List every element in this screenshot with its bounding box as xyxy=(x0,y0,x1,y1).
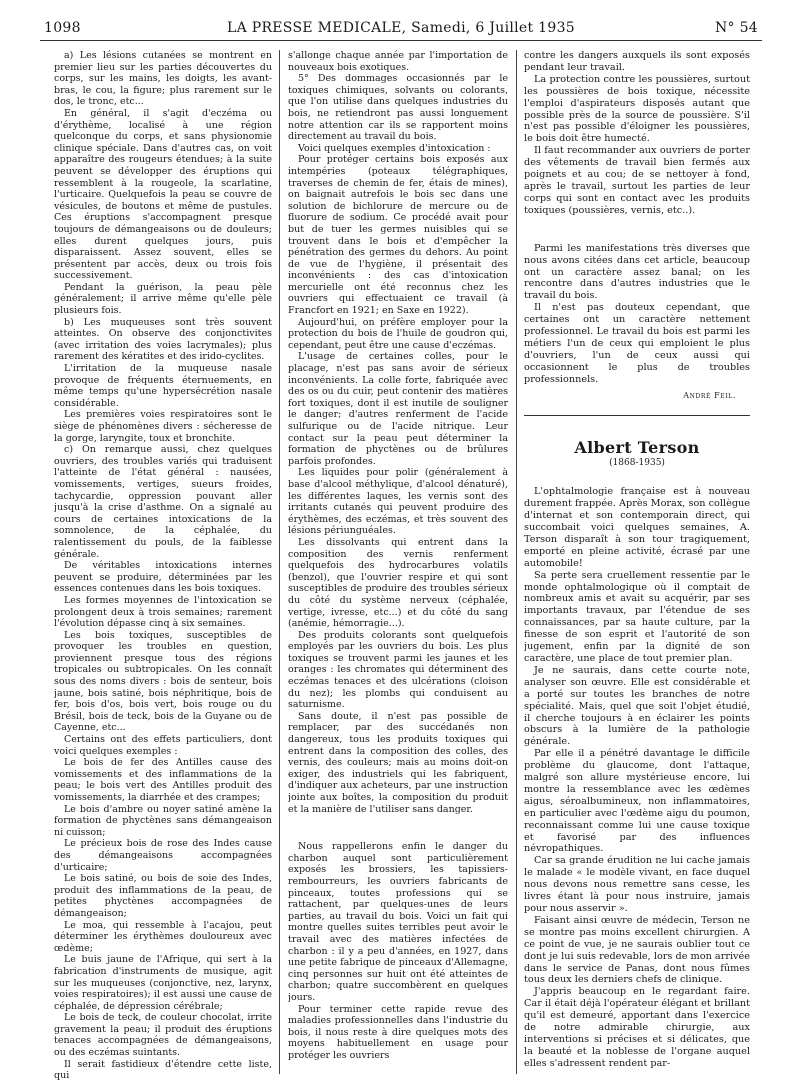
section-divider xyxy=(524,415,750,416)
paragraph: Le buis jaune de l'Afrique, qui sert à la fabrication d'instruments de musique, agit sur les muqueuses (conjonctive, nez, larynx, voies respiratoires); il est aussi une cause de céphalée, de dépression cérébrale; xyxy=(54,954,272,1012)
paragraph: Les bois toxiques, susceptibles de provoquer les troubles en question, proviennent presque tous des régions tropicales ou subtropicales. On les connaît sous des noms divers : bois de senteur, bois jaune, bois satiné, bois néphritique, bois de fer, bois d'os, bois vert, bois rouge ou du Brésil, bois de teck, bois de la Guyane ou de Cayenne, etc... xyxy=(54,629,272,734)
paragraph: De véritables intoxications internes peuvent se produire, déterminées par les essences contenues dans les bois toxiques. xyxy=(54,560,272,595)
page-header xyxy=(40,14,762,41)
paragraph: Aujourd'hui, on préfère employer pour la protection du bois de l'huile de goudron qui, cependant, peut être une cause d'eczémas. xyxy=(288,316,508,351)
paragraph: Pour terminer cette rapide revue des maladies professionnelles dans l'industrie du bois, il nous reste à dire quelques mots des moyens habituellement en usage pour protéger les ouvriers xyxy=(288,1003,508,1061)
paragraph: Les liquides pour polir (généralement à base d'alcool méthylique, d'alcool dénaturé), les différentes laques, les vernis sont des irritants cutanés qui peuvent produire des érythèmes, des eczémas, et très souvent des lésions périunguéales. xyxy=(288,467,508,537)
paragraph: Des produits colorants sont quelquefois employés par les ouvriers du bois. Les plus toxiques se trouvent parmi les jaunes et les oranges : les chromates qui déterminent des eczémas tenaces et des ulcérations (cloison du nez); les plombs qui conduisent au saturnisme. xyxy=(288,629,508,711)
paragraph: Le bois satiné, ou bois de soie des Indes, produit des inflammations de la peau, de petites phyctènes accompagnées de démangeaison; xyxy=(54,873,272,919)
paragraph: Pour protéger certains bois exposés aux intempéries (poteaux télégraphiques, traverses de chemin de fer, étais de mines), on baignait autrefois le bois sec dans une solution de bichlorure de mercure ou de fluorure de sodium. Ce procédé avait pour but de tuer les germes nuisibles qui se trouvent dans le bois et d'empêcher la pénétration des germes du dehors. Au point de vue de l'hygiène, il présentait des inconvénients : des cas d'intoxication mercurielle ont été reconnus chez les ouvriers qui effectuaient ce travail (à Francfort en 1921; en Saxe en 1922). xyxy=(288,154,508,317)
column-3 xyxy=(524,50,750,1080)
paragraph: s'allonge chaque année par l'importation de nouveaux bois exotiques. xyxy=(288,50,508,73)
paragraph: L'irritation de la muqueuse nasale provoque de fréquents éternuements, en même temps qu'une hypersécrétion nasale considérable. xyxy=(54,363,272,409)
paragraph: Par elle il a pénétré davantage le difficile problème du glaucome, dont l'attaque, malgré son allure mystérieuse encore, lui montre la ressemblance avec les œdèmes aigus, séroalbumineux, non inflammatoires, en particulier avec l'œdème aigu du poumon, reconnaissant comme lui une cause toxique et favorisé par des influences névropathiques. xyxy=(524,748,750,855)
paragraph: L'ophtalmologie française est à nouveau durement frappée. Après Morax, son collègue d'internat et son contemporain direct, qui succombait voici quelques semaines, A. Terson disparaît à son tour tragiquement, emporté en pleine activité, écrasé par une automobile! xyxy=(524,486,750,569)
section-gap xyxy=(288,815,508,841)
paragraph: Nous rappellerons enfin le danger du charbon auquel sont particulièrement exposés les brossiers, les tapissiers-rembourreurs, les ouvriers fabricants de pinceaux, toutes professions qui se rattachent, par quelques-unes de leurs parties, au travail du bois. Voici un fait qui montre quelles suites terribles peut avoir le travail avec des matières infectées de charbon : il y a peu d'années, en 1927, dans une petite fabrique de pinceaux d'Allemagne, cinq personnes sur huit ont été atteintes de charbon; quatre succombèrent en quelques jours. xyxy=(288,841,508,1003)
paragraph: Les dissolvants qui entrent dans la composition des vernis renferment quelquefois des hydrocarbures volatils (benzol), que l'ouvrier respire et qui sont susceptibles de produire des troubles sérieux du côté du système nerveux (céphalée, vertige, ivresse, etc...) et du côté du sang (anémie, hémorragie...). xyxy=(288,536,508,630)
paragraph: Le bois d'ambre ou noyer satiné amène la formation de phyctènes sans démangeaison ni cuisson; xyxy=(54,803,272,838)
paragraph: c) On remarque aussi, chez quelques ouvriers, des troubles variés qui traduisent l'atteinte de l'état général : nausées, vomissements, vertiges, sueurs froides, tachycardie, oppression pouvant aller jusqu'à la crise d'asthme. On a signalé au cours de certaines intoxications de la somnolence, de la céphalée, du ralentissement du pouls, de la faiblesse générale. xyxy=(54,444,272,560)
paragraph: Parmi les manifestations très diverses que nous avons citées dans cet article, beaucoup ont un caractère assez banal; on les rencontre dans d'autres industries que le travail du bois. xyxy=(524,242,750,302)
author-signature: André Feil. xyxy=(683,390,736,400)
paragraph: L'usage de certaines colles, pour le placage, n'est pas sans avoir de sérieux inconvénients. La colle forte, fabriquée avec des os ou du cuir, peut contenir des matières fort toxiques, dont il est inutile de souligner le danger; d'autres renferment de l'acide sulfurique ou de l'acide nitrique. Leur contact sur la peau peut déterminer la formation de phyctènes ou de brûlures parfois profondes. xyxy=(288,351,508,467)
paragraph: Sa perte sera cruellement ressentie par le monde ophtalmologique où il comptait de nombreux amis et avait su acquérir, par ses importants travaux, par l'étendue de ses connaissances, par sa haute culture, par la finesse de son esprit et l'autorité de son jugement, enfin par la dignité de son caractère, une place de tout premier plan. xyxy=(524,569,750,664)
paragraph: Il faut recommander aux ouvriers de porter des vêtements de travail bien fermés aux poignets et au cou; de se nettoyer à fond, après le travail, surtout les parties de leur corps qui sont en contact avec les produits toxiques (poussières, vernis, etc..). xyxy=(524,145,750,216)
paragraph: 5° Des dommages occasionnés par le toxiques chimiques, solvants ou colorants, que l'on utilise dans quelques industries du bois, ne retiendront pas aussi longuement notre attention car ils se rapportent moins directement au travail du bois. xyxy=(288,73,508,143)
paragraph: Pendant la guérison, la peau pèle généralement; il arrive même qu'elle pèle plusieurs fois. xyxy=(54,281,272,317)
column-rule xyxy=(279,50,280,1074)
obituary-dates: (1868-1935) xyxy=(609,458,665,469)
paragraph: La protection contre les poussières, surtout les poussières de bois toxique, nécessite l'emploi d'aspirateurs disposés autant que possible près de la source de poussière. S'il n'est pas possible d'éloigner les poussières, le bois doit être humecté. xyxy=(524,73,750,145)
paragraph: Le précieux bois de rose des Indes cause des démangeaisons accompagnées d'urticaire; xyxy=(54,838,272,873)
obituary-title: Albert Terson xyxy=(574,438,700,458)
paragraph: Voici quelques exemples d'intoxication : xyxy=(298,142,491,154)
column-rule xyxy=(516,50,517,1074)
issue-number: N° 54 xyxy=(714,20,758,36)
paragraph: Il serait fastidieux d'étendre cette liste, qui xyxy=(54,1058,272,1080)
paragraph: Les premières voies respiratoires sont le siège de phénomènes divers : sécheresse de la gorge, laryngite, toux et bronchite. xyxy=(54,409,272,444)
column-2 xyxy=(288,50,508,1080)
paragraph: Certains ont des effets particuliers, dont voici quelques exemples : xyxy=(54,734,272,757)
column-1 xyxy=(54,50,272,1080)
paragraph: En général, il s'agit d'eczéma ou d'érythème, localisé à une région quelconque du corps, et sans physionomie clinique spéciale. Dans d'autres cas, on voit apparaître des rougeurs étendues; à la suite peuvent se développer des éruptions qui ressemblent à la rougeole, la scarlatine, l'urticaire. Quelquefois la peau se couvre de vésicules, de boutons et même de pustules. Ces éruptions s'accompagnent presque toujours de démangeaisons ou de douleurs; elles durent quelques jours, puis disparaissent. Assez souvent, elles se présentent par accès, deux ou trois fois successivement. xyxy=(54,107,272,282)
paragraph: Il n'est pas douteux cependant, que certaines ont un caractère nettement professionnel. Le travail du bois est parmi les métiers l'un de ceux qui emploient le plus d'ouvriers, l'un de ceux aussi qui occasionnent le plus de troubles professionnels. xyxy=(524,302,750,385)
paragraph: Les formes moyennes de l'intoxication se prolongent deux à trois semaines; rarement l'évolution dépasse cinq à six semaines. xyxy=(54,594,272,630)
paragraph: Le moa, qui ressemble à l'acajou, peut déterminer les érythèmes douloureux avec œdème; xyxy=(54,919,272,954)
paragraph: J'appris beaucoup en le regardant faire. Car il était déjà l'opérateur élégant et brillant qu'il est demeuré, apportant dans l'exercice de notre admirable chirurgie, aux interventions si précises et si délicates, que la beauté et la noblesse de l'organe auquel elles s'adressent rendent par- xyxy=(524,986,750,1069)
section-gap xyxy=(524,217,750,243)
paragraph: Car sa grande érudition ne lui cache jamais le malade « le modèle vivant, en face duquel nous devons nous remettre sans cesse, les livres étant là pour nous instruire, jamais pour nous asservir ». xyxy=(524,855,750,914)
paragraph: contre les dangers auxquels ils sont exposés pendant leur travail. xyxy=(524,50,750,73)
paragraph: b) Les muqueuses sont très souvent atteintes. On observe des conjonctivites (avec irritation des voies lacrymales); plus rarement des kératites et des irido-cyclites. xyxy=(54,316,272,363)
paragraph: Faisant ainsi œuvre de médecin, Terson ne se montre pas moins excellent chirurgien. A ce point de vue, je ne saurais oublier tout ce dont je lui suis redevable, lors de mon arrivée dans le service de Panas, dont nous fûmes tous deux les derniers chefs de clinique. xyxy=(524,914,750,986)
journal-title: LA PRESSE MEDICALE, Samedi, 6 Juillet 1935 xyxy=(226,20,576,36)
paragraph: a) Les lésions cutanées se montrent en premier lieu sur les parties découvertes du corps, sur les mains, les doigts, les avant-bras, le cou, la figure; plus rarement sur le dos, le tronc, etc... xyxy=(54,50,272,108)
paragraph: Je ne saurais, dans cette courte note, analyser son œuvre. Elle est considérable et a porté sur toutes les branches de notre spécialité. Mais, quel que soit l'objet étudié, il cherche toujours à en éclairer les points obscurs à la lumière de la pathologie générale. xyxy=(524,664,750,748)
paragraph: Le bois de teck, de couleur chocolat, irrite gravement la peau; il produit des éruptions tenaces accompagnées de démangeaisons, ou des eczémas suintants. xyxy=(54,1012,272,1059)
page-number: 1098 xyxy=(44,20,81,36)
paragraph: Le bois de fer des Antilles cause des vomissements et des inflammations de la peau; le bois vert des Antilles produit des vomissements, la diarrhée et des crampes; xyxy=(54,757,272,803)
paragraph: Sans doute, il n'est pas possible de remplacer, par des succédanés non dangereux, tous les produits toxiques qui entrent dans la composition des colles, des vernis, des couleurs; mais au moins doit-on exiger, des industriels qui les fabriquent, d'indiquer aux acheteurs, par une instruction jointe aux boîtes, la composition du produit et la manière de l'utiliser sans danger. xyxy=(288,710,508,815)
